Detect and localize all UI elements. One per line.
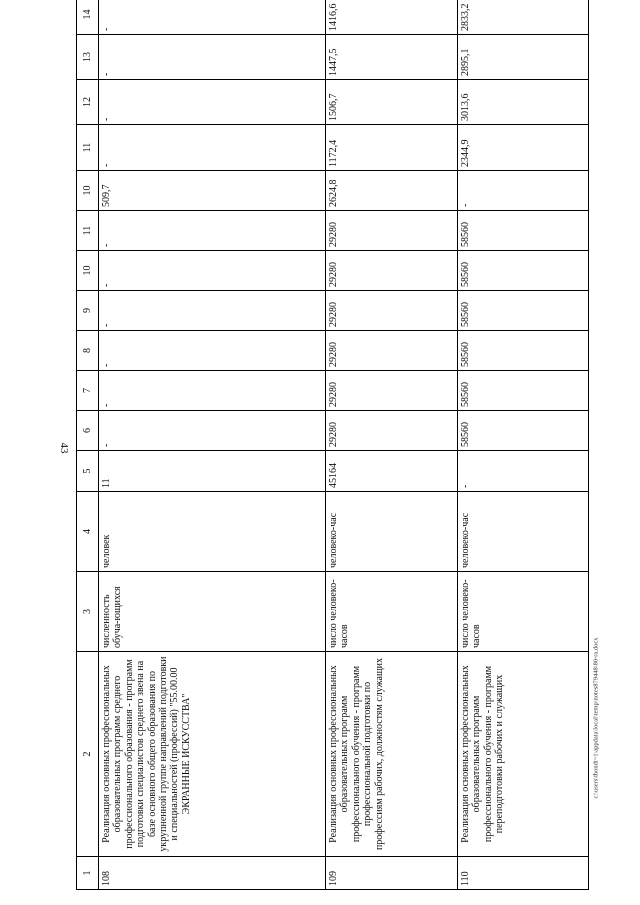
value-cell: 58560 xyxy=(458,251,589,291)
header-cell: 6 xyxy=(77,411,99,451)
rotated-page xyxy=(76,3,588,890)
value-cell: - xyxy=(99,80,326,125)
header-cell: 14 xyxy=(77,0,99,35)
value-cell: 29280 xyxy=(326,371,458,411)
header-cell: 4 xyxy=(77,492,99,572)
header-cell: 2 xyxy=(77,652,99,857)
value-cell: - xyxy=(99,371,326,411)
value-cell: 29280 xyxy=(326,331,458,371)
table-row xyxy=(326,0,458,890)
value-cell: - xyxy=(99,35,326,80)
footer-file-path: c:\users\tbondt~1\appdata\local\temp\notes879448\80-ra.docx xyxy=(592,637,600,799)
service-name: Реализация основных профессиональных образовательных программ профессионального обучения - программ переподготовки рабочих и служащих xyxy=(458,652,589,857)
value-cell: 29280 xyxy=(326,291,458,331)
unit-name: человек xyxy=(99,492,326,572)
value-cell: - xyxy=(99,331,326,371)
value-cell: - xyxy=(99,0,326,35)
value-cell: - xyxy=(99,211,326,251)
value-cell: 2833,2 xyxy=(458,0,589,35)
header-cell: 12 xyxy=(77,80,99,125)
value-cell: 1506,7 xyxy=(326,80,458,125)
header-cell: 5 xyxy=(77,451,99,492)
header-cell: 10 xyxy=(77,251,99,291)
header-cell: 3 xyxy=(77,572,99,652)
value-cell: 2895,1 xyxy=(458,35,589,80)
row-number: 110 xyxy=(458,857,589,890)
unit-name: человеко-час xyxy=(458,492,589,572)
value-cell: 1416,6 xyxy=(326,0,458,35)
value-cell: 58560 xyxy=(458,211,589,251)
value-cell: 1447,5 xyxy=(326,35,458,80)
table-row xyxy=(458,0,589,890)
header-cell: 10 xyxy=(77,171,99,211)
value-cell: 58560 xyxy=(458,331,589,371)
service-name: Реализация основных профессиональных образовательных программ профессионального обучения - программ профессиональной подготовки по профессиям рабочих, должностям служащих xyxy=(326,652,458,857)
unit-name: человеко-час xyxy=(326,492,458,572)
value-cell: 58560 xyxy=(458,371,589,411)
value-cell: - xyxy=(458,451,589,492)
table-row xyxy=(99,0,326,890)
value-cell: - xyxy=(99,291,326,331)
indicator-name: число человеко-часов xyxy=(326,572,458,652)
value-cell: 2344,9 xyxy=(458,125,589,171)
header-cell: 7 xyxy=(77,371,99,411)
value-cell: 29280 xyxy=(326,251,458,291)
value-cell: 509,7 xyxy=(99,171,326,211)
header-cell: 9 xyxy=(77,291,99,331)
value-cell: 3013,6 xyxy=(458,80,589,125)
header-cell: 1 xyxy=(77,857,99,890)
value-cell: 58560 xyxy=(458,411,589,451)
services-table xyxy=(76,0,589,890)
value-cell: - xyxy=(99,411,326,451)
value-cell: 11 xyxy=(99,451,326,492)
indicator-name: численность обуча-ющихся xyxy=(99,572,326,652)
value-cell: - xyxy=(458,171,589,211)
header-cell: 11 xyxy=(77,211,99,251)
row-number: 108 xyxy=(99,857,326,890)
page-number: 43 xyxy=(58,442,70,454)
header-cell: 8 xyxy=(77,331,99,371)
value-cell: 45164 xyxy=(326,451,458,492)
value-cell: - xyxy=(99,251,326,291)
value-cell: 29280 xyxy=(326,411,458,451)
service-name: Реализация основных профессиональных образовательных программ среднего профессионального образования - программ подготовки специалистов среднего звена на базе основного общего образования по укрупненной группе направлений подготовки и специальностей (профессий) "55.00.00 ЭКРАННЫЕ ИСКУССТВА" xyxy=(99,652,326,857)
value-cell: 29280 xyxy=(326,211,458,251)
value-cell: 2624,8 xyxy=(326,171,458,211)
table-viewport xyxy=(76,3,588,890)
value-cell: 58560 xyxy=(458,291,589,331)
header-cell: 11 xyxy=(77,125,99,171)
header-row xyxy=(77,0,99,890)
row-number: 109 xyxy=(326,857,458,890)
value-cell: 1172,4 xyxy=(326,125,458,171)
indicator-name: число человеко-часов xyxy=(458,572,589,652)
header-cell: 13 xyxy=(77,35,99,80)
value-cell: - xyxy=(99,125,326,171)
